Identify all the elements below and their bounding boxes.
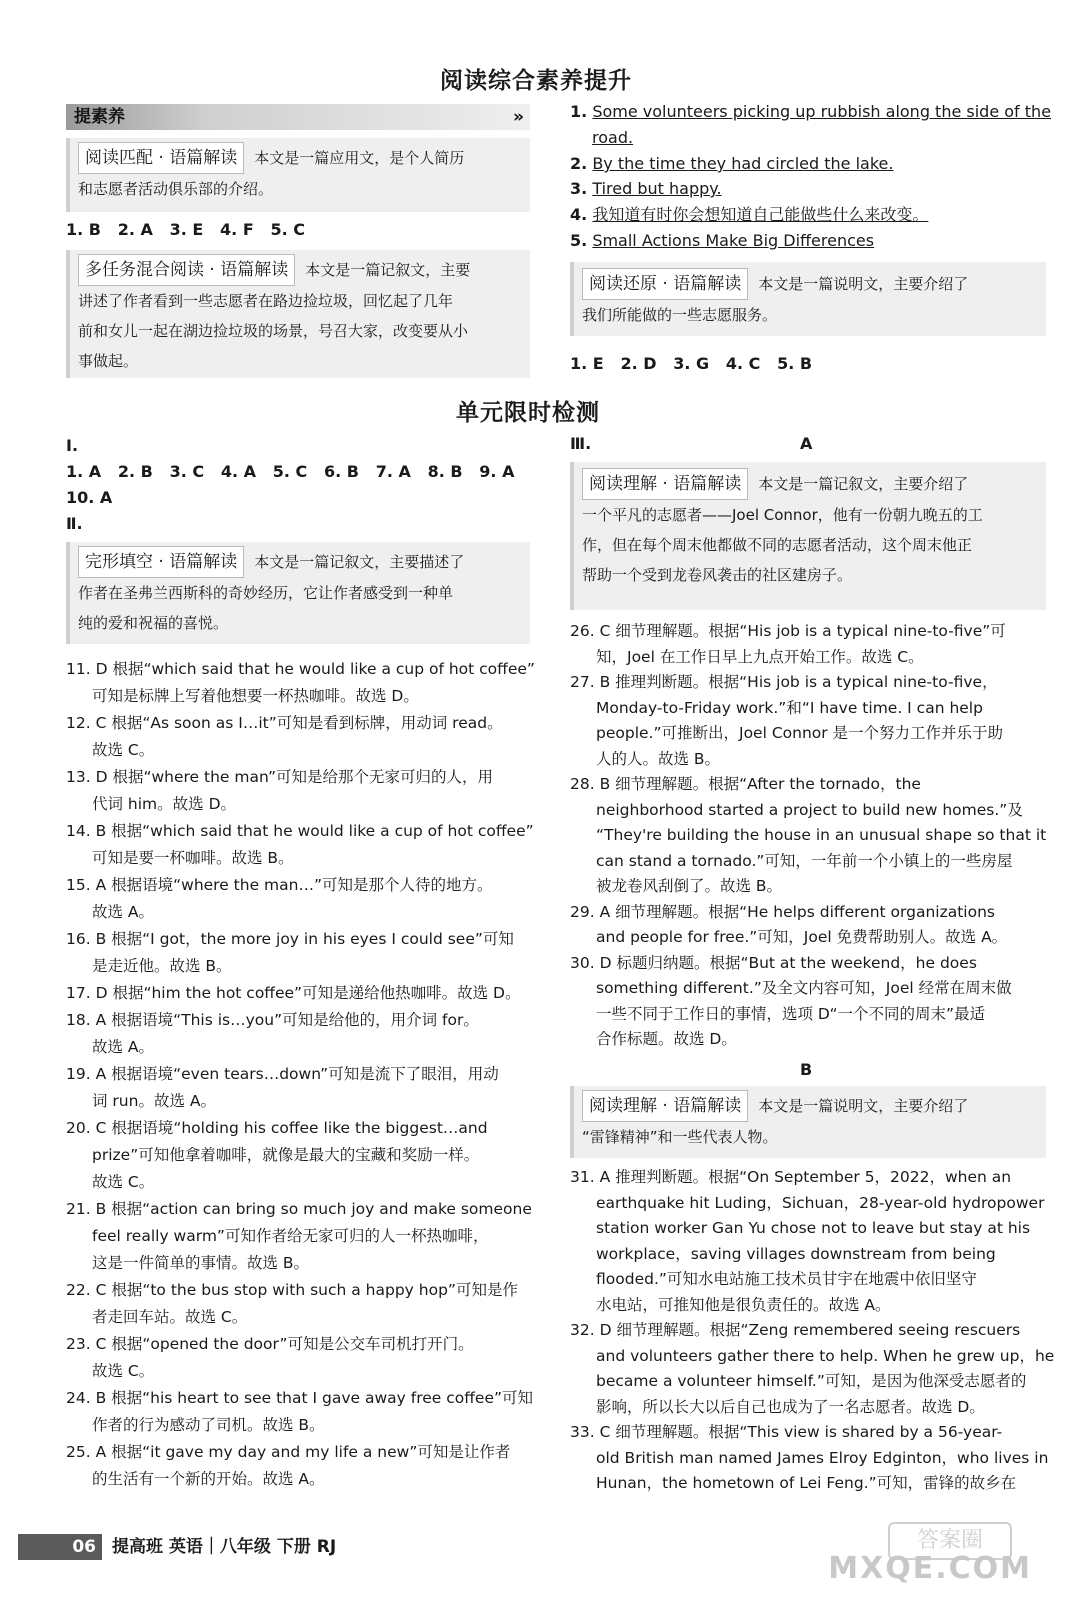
- explanation-line: 19. A 根据语境“even tears…down”可知是流下了眼泪，用动: [66, 1065, 499, 1083]
- explanation-line: can stand a tornado.”可知，一年前一个小镇上的一些房屋: [596, 851, 1013, 870]
- box-label: 阅读匹配 · 语篇解读: [78, 142, 244, 174]
- explanation-line: 的生活有一个新的开始。故选 A。: [92, 1470, 325, 1488]
- explanation-line: 26. C 细节理解题。根据“His job is a typical nine-to-five”可: [570, 622, 1006, 640]
- explanation-line: 可知是要一杯咖啡。故选 B。: [92, 849, 294, 867]
- box-text: “雷锋精神”和一些代表人物。: [582, 1128, 778, 1146]
- explanation-line: 故选 C。: [92, 741, 155, 759]
- explanation-line: 25. A 根据“it gave my day and my life a new”可知是让作者: [66, 1443, 511, 1461]
- answer: 4. C: [725, 354, 761, 373]
- explanation-line: 故选 C。: [92, 1173, 155, 1191]
- answer: 1. E: [570, 354, 604, 373]
- section-title-unit-test: 单元限时检测: [456, 399, 600, 426]
- answer-line: 3. Tired but happy.: [570, 179, 722, 198]
- explanation-line: 11. D 根据“which said that he would like a cup of hot coffee”: [66, 660, 535, 678]
- explanation-line: 17. D 根据“him the hot coffee”可知是递给他热咖啡。故选 D。: [66, 984, 521, 1002]
- part-one-answer-10: 10. A: [66, 488, 113, 507]
- box-text: 和志愿者活动俱乐部的介绍。: [78, 180, 274, 198]
- explanation-line: 31. A 推理判断题。根据“On September 5，2022，when an: [570, 1168, 1012, 1186]
- box-text: 本文是一篇记叙文，主要介绍了: [758, 475, 969, 493]
- explanation-line: 15. A 根据语境“where the man…”可知是那个人待的地方。: [66, 876, 493, 894]
- answer-line: 2. By the time they had circled the lake.: [570, 154, 894, 173]
- part-one-label: Ⅰ.: [66, 436, 79, 455]
- explanation-line: 人的人。故选 B。: [596, 749, 721, 768]
- answer: 2. D: [620, 354, 657, 373]
- explanation-line: 22. C 根据“to the bus stop with such a happy hop”可知是作: [66, 1281, 518, 1299]
- box-text: 本文是一篇记叙文，主要: [305, 261, 471, 279]
- part-three-label: Ⅲ.: [570, 434, 592, 453]
- answer: 5. B: [777, 354, 813, 373]
- footer-book-title: 提高班 英语｜八年级 下册 RJ: [112, 1537, 337, 1557]
- explanation-line: earthquake hit Luding，Sichuan，28-year-old hydropower: [596, 1193, 1045, 1212]
- explanation-line: 32. D 细节理解题。根据“Zeng remembered seeing rescuers: [570, 1321, 1021, 1339]
- explanation-line: workplace，saving villages downstream from being: [596, 1244, 996, 1263]
- answers-reading-restore: [570, 352, 812, 376]
- explanation-line: people.”可推断出，Joel Connor 是一个努力工作并乐于助: [596, 724, 1004, 742]
- answer: 3. G: [673, 354, 710, 373]
- box-text: 我们所能做的一些志愿服务。: [582, 306, 778, 324]
- explanation-line: 知，Joel 在工作日早上九点开始工作。故选 C。: [596, 647, 924, 666]
- answer-line: 1. Some volunteers picking up rubbish along the side of the: [570, 102, 1052, 121]
- box-text: 本文是一篇记叙文，主要描述了: [254, 553, 465, 571]
- answer-line: 5. Small Actions Make Big Differences: [570, 231, 875, 250]
- explanation-line: 28. B 细节理解题。根据“After the tornado，the: [570, 775, 921, 793]
- section-title-reading: 阅读综合素养提升: [440, 67, 632, 94]
- box-label: 完形填空 · 语篇解读: [78, 546, 244, 578]
- explanation-line: 一些不同于工作日的事情，选项 D“一个不同的周末”最适: [596, 1004, 986, 1023]
- explanation-line: 作者的行为感动了司机。故选 B。: [92, 1416, 325, 1434]
- answer: 1. B: [66, 220, 101, 239]
- box-label: 多任务混合阅读 · 语篇解读: [78, 254, 295, 286]
- explanation-line: old British man named James Elroy Edginton，who lives in: [596, 1448, 1049, 1467]
- answer: 3. E: [169, 220, 204, 239]
- box-cloze: [66, 542, 530, 644]
- explanation-line: Monday-to-Friday work.”和“I have time. I can help: [596, 698, 983, 717]
- box-text: 事做起。: [78, 352, 139, 370]
- explanation-line: 13. D 根据“where the man”可知是给那个无家可归的人，用: [66, 768, 493, 786]
- explanation-line: 30. D 标题归纳题。根据“But at the weekend，he does: [570, 953, 977, 972]
- explanation-line: flooded.”可知水电站施工技术员甘宇在地震中依旧坚守: [596, 1270, 977, 1288]
- explanation-line: and people for free.”可知，Joel 免费帮助别人。故选 A。: [596, 928, 1008, 946]
- box-text: 帮助一个受到龙卷风袭击的社区建房子。: [582, 566, 853, 584]
- box-text: 一个平凡的志愿者——Joel Connor，他有一份朝九晚五的工: [582, 506, 983, 524]
- explanation-line: 这是一件简单的事情。故选 B。: [92, 1254, 310, 1272]
- explanation-line: 27. B 推理判断题。根据“His job is a typical nine-to-five，: [570, 673, 998, 691]
- explanation-line: 代词 him。故选 D。: [92, 795, 237, 813]
- part-one-answers: 1. A 2. B 3. C 4. A 5. C 6. B 7. A 8. B 9. A: [66, 462, 515, 481]
- box-text: 作，但在每个周末他都做不同的志愿者活动，这个周末他正: [582, 536, 973, 554]
- box-text: 作者在圣弗兰西斯科的奇妙经历，它让作者感受到一种单: [78, 584, 454, 602]
- explanation-line: 33. C 细节理解题。根据“This view is shared by a 56-year-: [570, 1423, 1003, 1441]
- explanation-line: 23. C 根据“opened the door”可知是公交车司机打开门。: [66, 1335, 474, 1353]
- explanation-line: 故选 C。: [92, 1362, 155, 1380]
- explanation-line: 被龙卷风刮倒了。故选 B。: [596, 877, 783, 895]
- explanation-line: 可知是标牌上写着他想要一杯热咖啡。故选 D。: [92, 687, 419, 705]
- box-text: 本文是一篇说明文，主要介绍了: [758, 275, 969, 293]
- explanation-line: station worker Gan Yu chose not to leave but stay at his: [596, 1219, 1031, 1237]
- explanation-line: 20. C 根据语境“holding his coffee like the biggest…and: [66, 1119, 488, 1137]
- explanation-line: 24. B 根据“his heart to see that I gave away free coffee”可知: [66, 1389, 534, 1407]
- part-two-label: Ⅱ.: [66, 514, 83, 533]
- explanation-line: neighborhood started a project to build new homes.”及: [596, 800, 1023, 819]
- explanation-line: 者走回车站。故选 C。: [92, 1308, 248, 1326]
- box-reading-restore: [570, 262, 1046, 336]
- banner-label: 提素养: [74, 107, 125, 127]
- watermark-site: MXQE.COM: [828, 1551, 1032, 1586]
- answer-line: road.: [592, 128, 634, 147]
- explanation-line: 词 run。故选 A。: [92, 1092, 216, 1110]
- box-reading-b: [570, 1086, 1046, 1158]
- box-text: 纯的爱和祝福的喜悦。: [78, 614, 229, 632]
- box-text: 讲述了作者看到一些志愿者在路边捡垃圾，回忆起了几年: [78, 292, 454, 310]
- box-text: 本文是一篇说明文，主要介绍了: [758, 1097, 969, 1115]
- box-label: 阅读理解 · 语篇解读: [582, 468, 748, 500]
- box-reading-a: [570, 462, 1046, 610]
- answer: 5. C: [270, 220, 305, 239]
- box-text: 前和女儿一起在湖边捡垃圾的场景，号召大家，改变要从小: [78, 322, 469, 340]
- explanation-line: 18. A 根据语境“This is…you”可知是给他的，用介词 for。: [66, 1011, 479, 1029]
- box-reading-match: [66, 138, 530, 212]
- explanation-line: 合作标题。故选 D。: [596, 1030, 737, 1048]
- explanation-line: 故选 A。: [92, 1038, 155, 1056]
- answer: 4. F: [220, 220, 254, 239]
- explanation-line: Hunan，the hometown of Lei Feng.”可知，雷锋的故乡在: [596, 1474, 1017, 1492]
- explanation-line: “They're building the house in an unusual shape so that it: [596, 826, 1047, 844]
- watermark-badge: 答案圈: [888, 1522, 1012, 1560]
- explanation-line: 水电站，可推知他是很负责任的。故选 A。: [596, 1295, 891, 1314]
- page-number: 06: [18, 1534, 102, 1560]
- explanation-line: 14. B 根据“which said that he would like a cup of hot coffee”: [66, 822, 534, 840]
- explanation-line: 故选 A。: [92, 903, 155, 921]
- explanation-line: feel really warm”可知作者给无家可归的人一杯热咖啡，: [92, 1227, 489, 1245]
- chevron-right-icon: »: [513, 107, 524, 127]
- passage-a-label: A: [800, 434, 813, 453]
- explanation-line: 是走近他。故选 B。: [92, 957, 232, 975]
- answer: 2. A: [117, 220, 153, 239]
- box-label: 阅读理解 · 语篇解读: [582, 1090, 748, 1122]
- box-text: 本文是一篇应用文，是个人简历: [254, 149, 465, 167]
- explanation-line: 16. B 根据“I got，the more joy in his eyes I could see”可知: [66, 930, 514, 948]
- explanation-line: 29. A 细节理解题。根据“He helps different organizations: [570, 902, 995, 921]
- explanation-line: 21. B 根据“action can bring so much joy and make someone: [66, 1200, 532, 1218]
- explanation-line: prize”可知他拿着咖啡，就像是最大的宝藏和奖励一样。: [92, 1146, 480, 1164]
- explanation-line: 12. C 根据“As soon as I…it”可知是看到标牌，用动词 read。: [66, 714, 503, 732]
- explanation-line: 影响，所以长大以后自己也成为了一名志愿者。故选 D。: [596, 1397, 985, 1416]
- answer-line: 4. 我知道有时你会想知道自己能做些什么来改变。: [570, 205, 929, 224]
- box-label: 阅读还原 · 语篇解读: [582, 268, 748, 300]
- explanation-line: became a volunteer himself.”可知，是因为他深受志愿者的: [596, 1372, 1027, 1390]
- passage-b-label: B: [800, 1060, 813, 1079]
- explanation-line: and volunteers gather there to help. When he grew up，he: [596, 1346, 1055, 1365]
- box-multitask-reading: [66, 250, 530, 378]
- banner-tisuyang: [66, 104, 530, 130]
- answers-reading-match: [66, 218, 305, 242]
- explanation-line: something different.”及全文内容可知，Joel 经常在周末做: [596, 979, 1012, 997]
